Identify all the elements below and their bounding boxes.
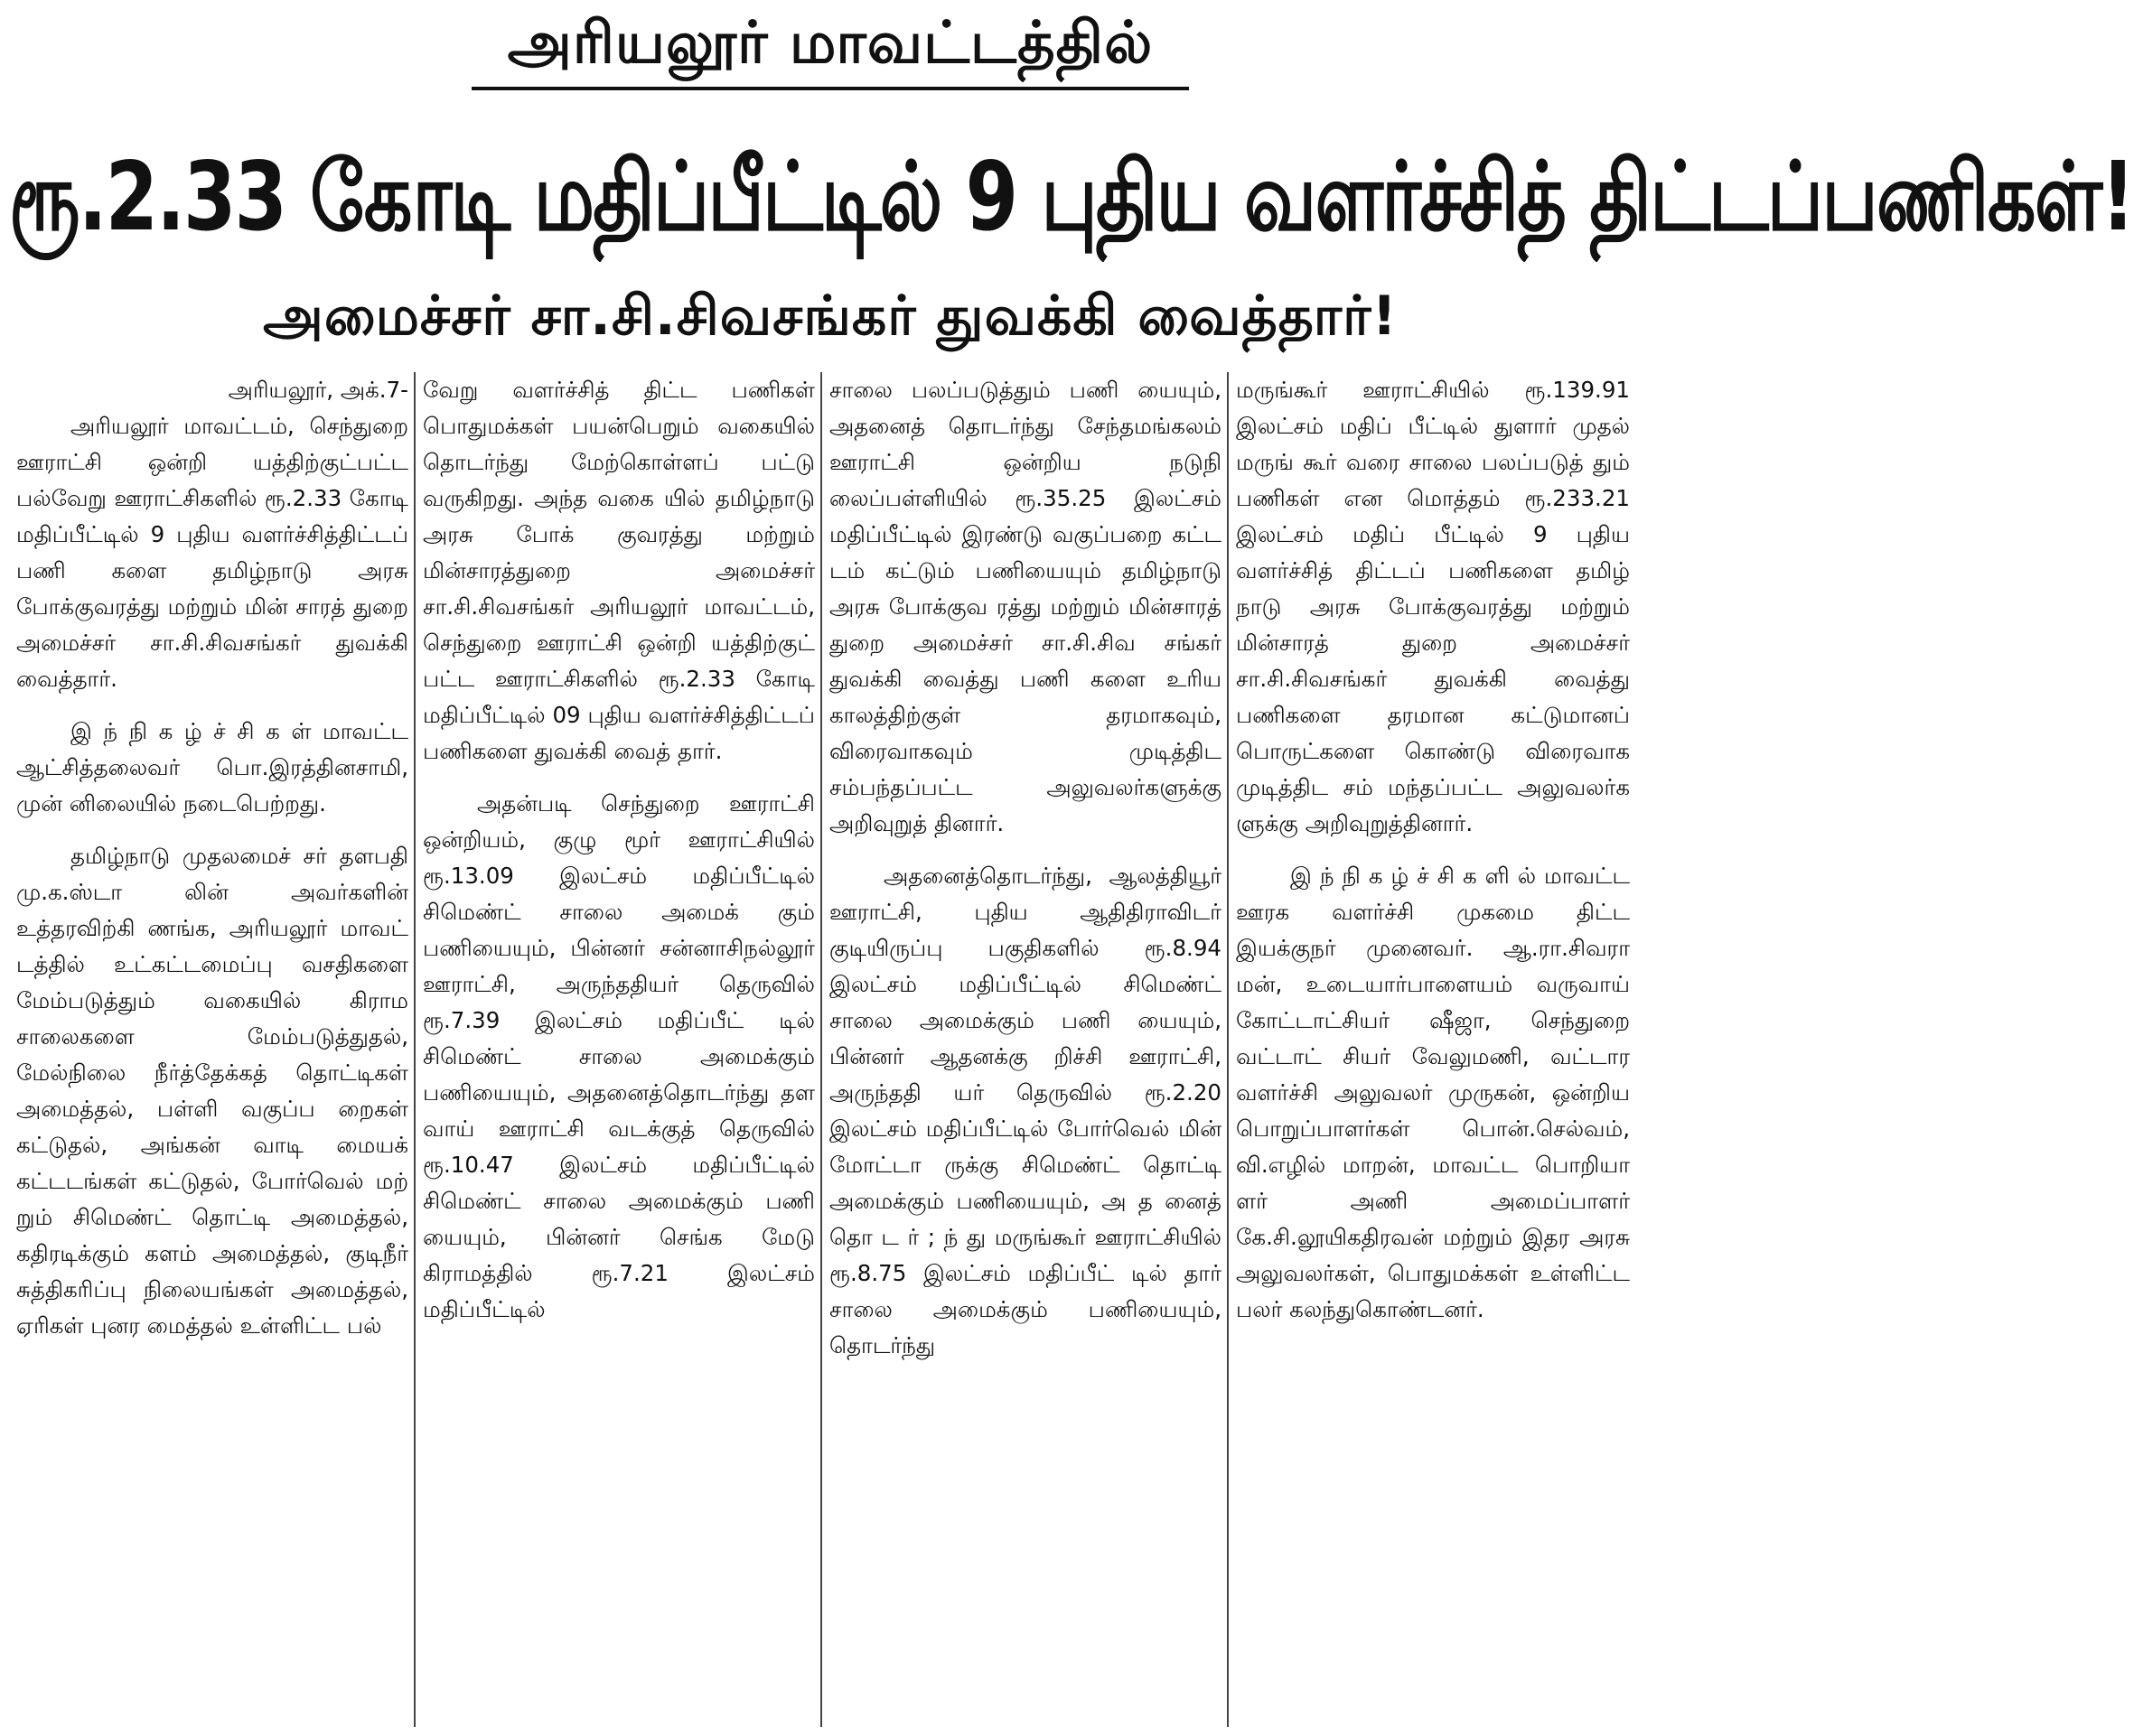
article-column-2	[416, 372, 822, 1727]
article-paragraph: சாலை பலப்படுத்தும் பணி யையும், அதனைத் தொடர்ந்து சேந்தமங்கலம் ஊராட்சி ஒன்றிய நடுநி லைப்பள்ளியில் ரூ.35.25 இலட்சம் மதிப்பீட்டில் இரண்டு வகுப்பறை கட்ட டம் கட்டும் பணியையும் தமிழ்நாடு அரசு போக்குவ ரத்து மற்றும் மின்சாரத் துறை அமைச்சர் சா.சி.சிவ சங்கர் துவக்கி வைத்து பணி களை உரிய காலத்திற்குள் தரமாகவும், விரைவாகவும் முடித்திட சம்பந்தப்பட்ட அலுவலர்களுக்கு அறிவுறுத் தினார்.	[829, 377, 1221, 836]
article-paragraph: இ ந் நி க ழ் ச் சி க ள் மாவட்ட ஆட்சித்தலைவர் பொ.இரத்தினசாமி, முன் னிலையில் நடைபெற்றது.	[16, 718, 408, 817]
kicker-text: அரியலூர் மாவட்டத்தில்	[472, 7, 1189, 90]
subheadline: அமைச்சர் சா.சி.சிவசங்கர் துவக்கி வைத்தார்!	[263, 285, 1398, 348]
article-paragraph: அதனைத்தொடர்ந்து, ஆலத்தியூர் ஊராட்சி, புதிய ஆதிதிராவிடர் குடியிருப்பு பகுதிகளில் ரூ.8.94 இலட்சம் மதிப்பீட்டில் சிமெண்ட் சாலை அமைக்கும் பணி யையும், பின்னர் ஆதனக்கு றிச்சி ஊராட்சி, அருந்ததி யர் தெருவில் ரூ.2.20 இலட்சம் மதிப்பீட்டில் போர்வெல் மின் மோட்டா ருக்கு சிமெண்ட் தொட்டி அமைக்கும் பணியையும், அ த னைத் தொ ட ர் ; ந் து மருங்கூர் ஊராட்சியில் ரூ.8.75 இலட்சம் மதிப்பீட் டில் தார் சாலை அமைக்கும் பணியையும், தொடர்ந்து	[829, 863, 1221, 1358]
article-paragraph: இ ந் நி க ழ் ச் சி க ளி ல் மாவட்ட ஊரக வளர்ச்சி முகமை திட்ட இயக்குநர் முனைவர். ஆ.ரா.சிவரா மன், உடையார்பாளையம் வருவாய் கோட்டாட்சியர் ஷீஜா, செந்துறை வட்டாட் சியர் வேலுமணி, வட்டார வளர்ச்சி அலுவலர் முருகன், ஒன்றிய பொறுப்பாளர்கள் பொன்.செல்வம், வி.எழில் மாறன், மாவட்ட பொறியா ளர் அணி அமைப்பாளர் கே.சி.லூயிகதிரவன் மற்றும் இதர அரசு அலுவலர்கள், பொதுமக்கள் உள்ளிட்ட பலர் கலந்துகொண்டனர்.	[1236, 863, 1630, 1322]
dateline: அரியலூர், அக்.7-	[228, 377, 408, 403]
article-paragraph: அரியலூர் மாவட்டம், செந்துறை ஊராட்சி ஒன்றி யத்திற்குட்பட்ட பல்வேறு ஊராட்சிகளில் ரூ.2.33 கோடி மதிப்பீட்டில் 9 புதிய வளர்ச்சித்திட்டப் பணி களை தமிழ்நாடு அரசு போக்குவரத்து மற்றும் மின் சாரத் துறை அமைச்சர் சா.சி.சிவசங்கர் துவக்கி வைத்தார்.	[16, 413, 408, 692]
article-body	[9, 372, 1652, 1727]
kicker	[0, 7, 1661, 90]
article-paragraph: அதன்படி செந்துறை ஊராட்சி ஒன்றியம், குழு மூர் ஊராட்சியில் ரூ.13.09 இலட்சம் மதிப்பீட்டில் சிமெண்ட் சாலை அமைக் கும் பணியையும், பின்னர் சன்னாசிநல்லூர் ஊராட்சி, அருந்ததியர் தெருவில் ரூ.7.39 இலட்சம் மதிப்பீட் டில் சிமெண்ட் சாலை அமைக்கும் பணியையும், அதனைத்தொடர்ந்து தள வாய் ஊராட்சி வடக்குத் தெருவில் ரூ.10.47 இலட்சம் மதிப்பீட்டில் சிமெண்ட் சாலை அமைக்கும் பணி யையும், பின்னர் செங்க மேடு கிராமத்தில் ரூ.7.21 இலட்சம் மதிப்பீட்டில்	[423, 790, 815, 1322]
article-paragraph: தமிழ்நாடு முதலமைச் சர் தளபதி மு.க.ஸ்டா லின் அவர்களின் உத்தரவிற்கி ணங்க, அரியலூர் மாவட் டத்தில் உட்கட்டமைப்பு வசதிகளை மேம்படுத்தும் வகையில் கிராம சாலைகளை மேம்படுத்துதல், மேல்நிலை நீர்த்தேக்கத் தொட்டிகள் அமைத்தல், பள்ளி வகுப்ப றைகள் கட்டுதல், அங்கன் வாடி மையக் கட்டடங்கள் கட்டுதல், போர்வெல் மற் றும் சிமெண்ட் தொட்டி அமைத்தல், கதிரடிக்கும் களம் அமைத்தல், குடிநீர் சுத்திகரிப்பு நிலையங்கள் அமைத்தல், ஏரிகள் புனர மைத்தல் உள்ளிட்ட பல்	[16, 843, 408, 1339]
article-column-4	[1229, 372, 1635, 1727]
article-paragraph: வேறு வளர்ச்சித் திட்ட பணிகள் பொதுமக்கள் பயன்பெறும் வகையில் தொடர்ந்து மேற்கொள்ளப் பட்டு வருகிறது. அந்த வகை யில் தமிழ்நாடு அரசு போக் குவரத்து மற்றும் மின்சாரத்துறை அமைச்சர் சா.சி.சிவசங்கர் அரியலூர் மாவட்டம், செந்துறை ஊராட்சி ஒன்றி யத்திற்குட் பட்ட ஊராட்சிகளில் ரூ.2.33 கோடி மதிப்பீட்டில் 09 புதிய வளர்ச்சித்திட்டப் பணிகளை துவக்கி வைத் தார்.	[423, 377, 815, 764]
headline: ரூ.2.33 கோடி மதிப்பீட்டில் 9 புதிய வளர்ச்சித் திட்டப்பணிகள்!	[9, 141, 2134, 252]
article-column-1	[9, 372, 416, 1727]
article-paragraph: மருங்கூர் ஊராட்சியில் ரூ.139.91 இலட்சம் மதிப் பீட்டில் துளார் முதல் மருங் கூர் வரை சாலை பலப்படுத் தும் பணிகள் என மொத்தம் ரூ.233.21 இலட்சம் மதிப் பீட்டில் 9 புதிய வளர்ச்சித் திட்டப் பணிகளை தமிழ் நாடு அரசு போக்குவரத்து மற்றும் மின்சாரத் துறை அமைச்சர் சா.சி.சிவசங்கர் துவக்கி வைத்து பணிகளை தரமான கட்டுமானப் பொருட்களை கொண்டு விரைவாக முடித்திட சம் மந்தப்பட்ட அலுவலர்க ளுக்கு அறிவுறுத்தினார்.	[1236, 377, 1630, 836]
article-column-3	[822, 372, 1229, 1727]
